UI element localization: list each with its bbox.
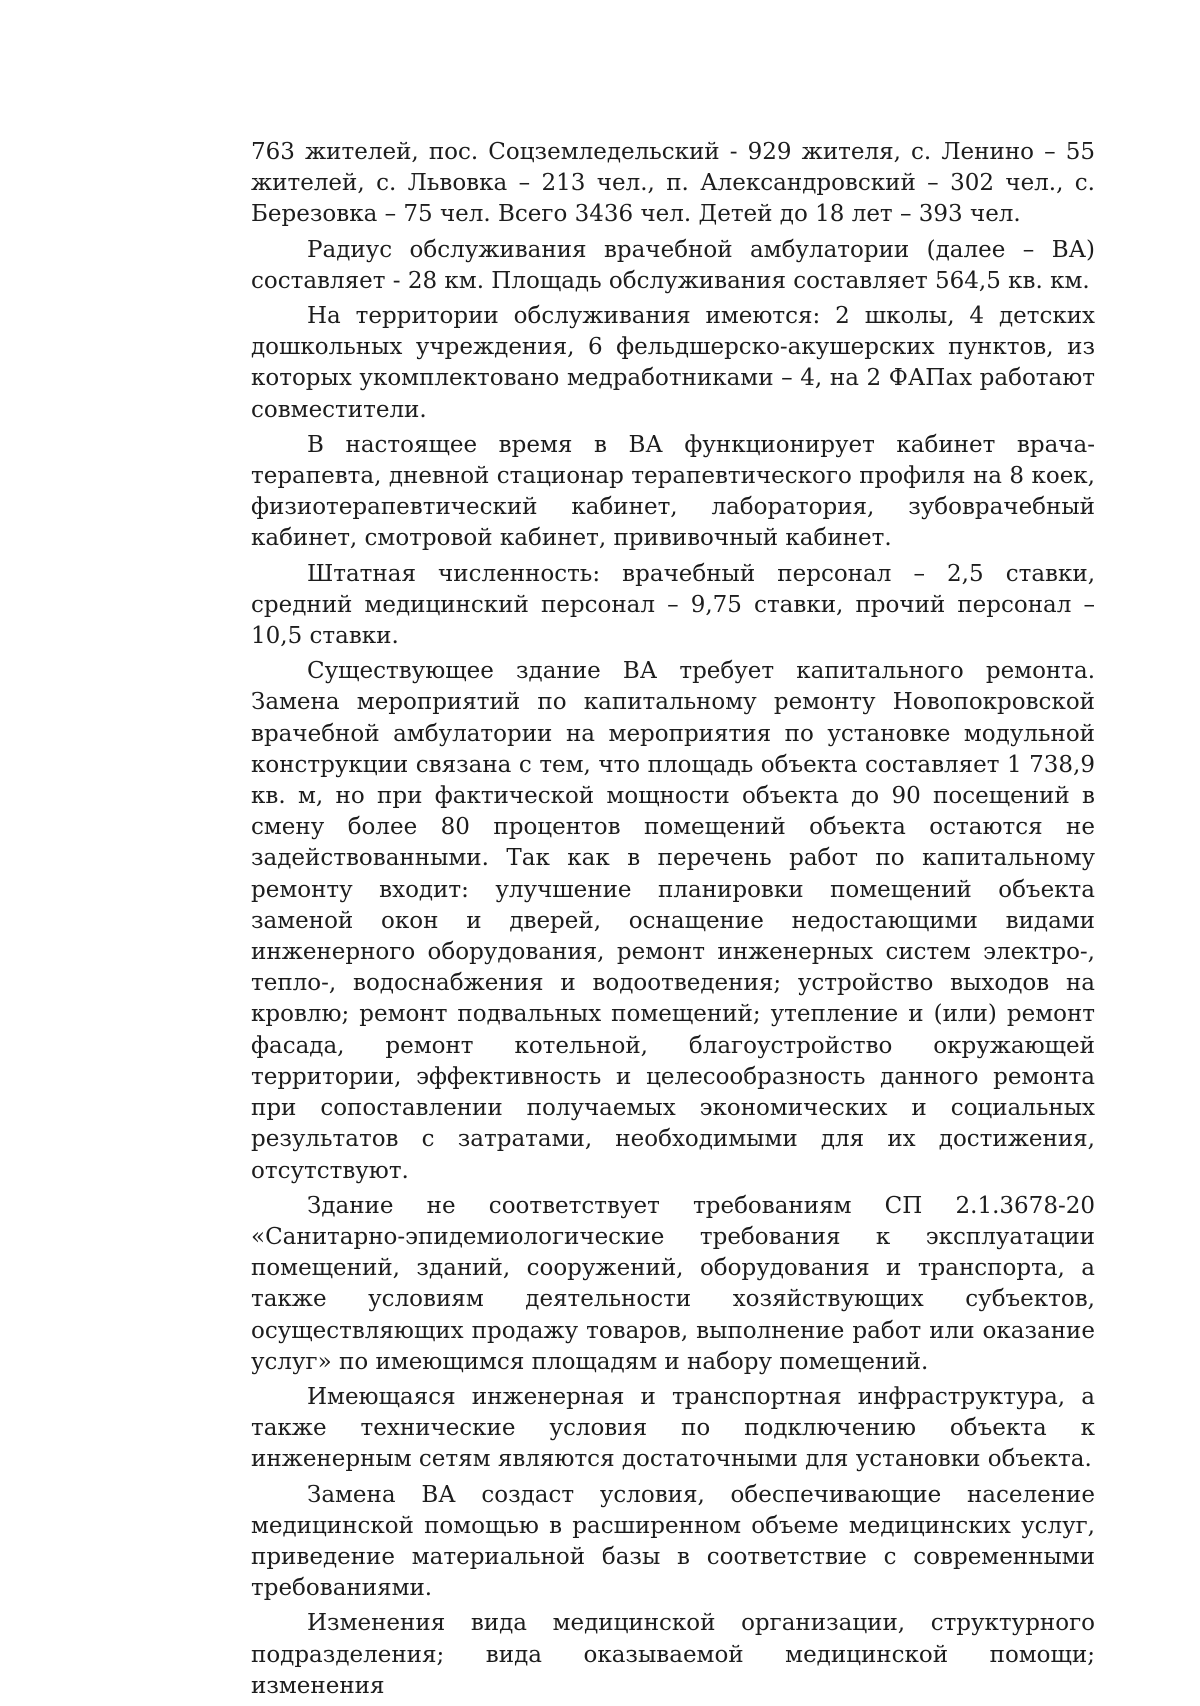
paragraph-building-repair: Существующее здание ВА требует капитального ремонта. Замена мероприятий по капитальному ремонту Новопокровской врачебной амбулатории на мероприятия по установке модульной конструкции связана с тем, что площадь объекта составляет 1 738,9 кв. м, но при фактической мощности объекта до 90 посещений в смену более 80 процентов помещений объекта остаются не задействованными. Так как в перечень работ по капитальному ремонту входит: улучшение планировки помещений объекта заменой окон и дверей, оснащение недостающими видами инженерного оборудования, ремонт инженерных систем электро-, тепло-, водоснабжения и водоотведения; устройство выходов на кровлю; ремонт подвальных помещений; утепление и (или) ремонт фасада, ремонт котельной, благоустройство окружающей территории, эффективность и целесообразность данного ремонта при сопоставлении получаемых экономических и социальных результатов с затратами, необходимыми для их достижения, отсутствуют. xyxy=(251,658,1095,1184)
paragraph-service-radius: Радиус обслуживания врачебной амбулатории (далее – ВА) составляет - 28 км. Площадь обслуживания составляет 564,5 кв. км. xyxy=(251,236,1095,294)
paragraph-infrastructure: Имеющаяся инженерная и транспортная инфраструктура, а также технические условия по подключению объекта к инженерным сетям являются достаточными для установки объекта. xyxy=(251,1383,1095,1473)
paragraph-replacement-benefits: Замена ВА создаст условия, обеспечивающие население медицинской помощью в расширенном объеме медицинских услуг, приведение материальной базы в соответствие с современными требованиями. xyxy=(251,1481,1095,1602)
paragraph-service-territory: На территории обслуживания имеются: 2 школы, 4 детских дошкольных учреждения, 6 фельдшерско-акушерских пунктов, из которых укомплектовано медработниками – 4, на 2 ФАПах работают совместители. xyxy=(251,303,1095,423)
paragraph-staffing: Штатная численность: врачебный персонал – 2,5 ставки, средний медицинский персонал – 9,75 ставки, прочий персонал – 10,5 ставки. xyxy=(251,560,1095,650)
paragraph-changes: Изменения вида медицинской организации, структурного подразделения; вида оказываемой медицинской помощи; изменения xyxy=(251,1610,1095,1699)
paragraph-population: 763 жителей, пос. Соцземледельский - 929 жителя, с. Ленино – 55 жителей, с. Львовка – 213 чел., п. Александровский – 302 чел., с. Березовка – 75 чел. Всего 3436 чел. Детей до 18 лет – 393 чел. xyxy=(251,139,1095,228)
paragraph-current-functions: В настоящее время в ВА функционирует кабинет врача- терапевта, дневной стационар терапевтического профиля на 8 коек, физиотерапевтический кабинет, лаборатория, зубоврачебный кабинет, смотровой кабинет, прививочный кабинет. xyxy=(251,431,1095,552)
paragraph-sanitary-requirements: Здание не соответствует требованиям СП 2.1.3678-20 «Санитарно-эпидемиологические требования к эксплуатации помещений, зданий, сооружений, оборудования и транспорта, а также условиям деятельности хозяйствующих субъектов, осуществляющих продажу товаров, выполнение работ или оказание услуг» по имеющимся площадям и набору помещений. xyxy=(251,1192,1095,1375)
document-body xyxy=(251,137,1095,1706)
